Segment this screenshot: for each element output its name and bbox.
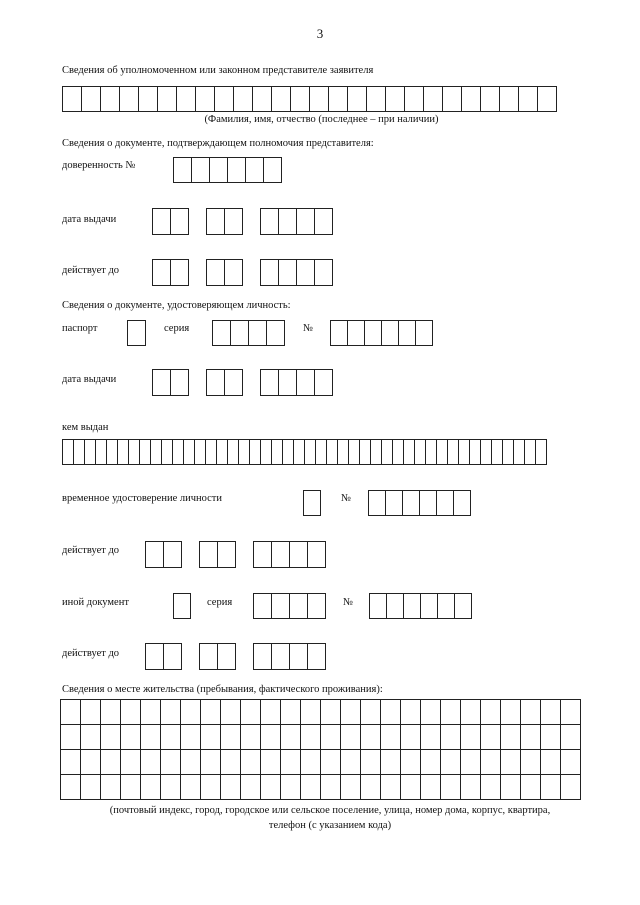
char-cell[interactable] — [481, 700, 501, 725]
char-cell[interactable] — [499, 86, 519, 112]
char-cell[interactable] — [461, 775, 481, 800]
char-cell[interactable] — [290, 86, 310, 112]
char-cell[interactable] — [401, 775, 421, 800]
other-doc-valid-year-cells[interactable] — [253, 643, 326, 670]
char-cell[interactable] — [261, 775, 281, 800]
char-cell[interactable] — [271, 541, 290, 568]
char-cell[interactable] — [170, 208, 189, 235]
char-cell[interactable] — [501, 775, 521, 800]
char-cell[interactable] — [385, 490, 403, 516]
temp-id-checkbox[interactable] — [303, 490, 321, 516]
char-cell[interactable] — [537, 86, 557, 112]
char-cell[interactable] — [296, 208, 315, 235]
char-cell[interactable] — [278, 369, 297, 396]
char-cell[interactable] — [176, 86, 196, 112]
char-cell[interactable] — [442, 86, 462, 112]
char-cell[interactable] — [480, 86, 500, 112]
char-cell[interactable] — [271, 593, 290, 619]
char-cell[interactable] — [535, 439, 547, 465]
char-cell[interactable] — [561, 725, 581, 750]
char-cell[interactable] — [441, 775, 461, 800]
char-cell[interactable] — [364, 320, 382, 346]
char-cell[interactable] — [119, 86, 139, 112]
power-of-attorney-label: доверенность № — [62, 160, 136, 171]
char-cell[interactable] — [224, 208, 243, 235]
char-cell[interactable] — [141, 700, 161, 725]
char-cell[interactable] — [361, 750, 381, 775]
char-cell[interactable] — [121, 750, 141, 775]
char-cell[interactable] — [191, 157, 210, 183]
char-cell[interactable] — [278, 208, 297, 235]
char-cell[interactable] — [100, 86, 120, 112]
passport-issue-day-cells[interactable] — [152, 369, 189, 396]
char-cell[interactable] — [419, 490, 437, 516]
char-cell[interactable] — [453, 490, 471, 516]
char-cell[interactable] — [161, 725, 181, 750]
char-cell[interactable] — [296, 369, 315, 396]
char-cell[interactable] — [81, 725, 101, 750]
char-cell[interactable] — [381, 320, 399, 346]
char-cell[interactable] — [281, 750, 301, 775]
char-cell[interactable] — [369, 593, 387, 619]
char-cell[interactable] — [260, 369, 279, 396]
passport-label: паспорт — [62, 323, 98, 334]
char-cell[interactable] — [309, 86, 329, 112]
char-cell[interactable] — [81, 775, 101, 800]
char-cell[interactable] — [62, 86, 82, 112]
char-cell[interactable] — [61, 725, 81, 750]
char-cell[interactable] — [61, 750, 81, 775]
issue-date-day-cells[interactable] — [152, 208, 189, 235]
char-cell[interactable] — [381, 775, 401, 800]
char-cell[interactable] — [101, 775, 121, 800]
char-cell[interactable] — [301, 775, 321, 800]
char-cell[interactable] — [421, 725, 441, 750]
char-cell[interactable] — [401, 725, 421, 750]
char-cell[interactable] — [157, 86, 177, 112]
char-cell[interactable] — [252, 86, 272, 112]
char-cell[interactable] — [454, 593, 472, 619]
char-cell[interactable] — [386, 593, 404, 619]
char-cell[interactable] — [381, 750, 401, 775]
identity-doc-section-title: Сведения о документе, удостоверяющем личность: — [62, 300, 291, 311]
char-cell[interactable] — [81, 86, 101, 112]
passport-series-cells[interactable] — [212, 320, 285, 346]
char-cell[interactable] — [461, 700, 481, 725]
char-cell[interactable] — [501, 725, 521, 750]
char-cell[interactable] — [245, 157, 264, 183]
char-cell[interactable] — [404, 86, 424, 112]
char-cell[interactable] — [181, 725, 201, 750]
char-cell[interactable] — [263, 157, 282, 183]
residence-caption-line-2: телефон (с указанием кода) — [268, 819, 392, 831]
char-cell[interactable] — [201, 750, 221, 775]
char-cell[interactable] — [321, 725, 341, 750]
char-cell[interactable] — [461, 86, 481, 112]
valid-until-label: действует до — [62, 265, 120, 276]
char-cell[interactable] — [241, 775, 261, 800]
char-cell[interactable] — [461, 725, 481, 750]
char-cell[interactable] — [347, 86, 367, 112]
char-cell[interactable] — [161, 700, 181, 725]
char-cell[interactable] — [436, 490, 454, 516]
char-cell[interactable] — [161, 775, 181, 800]
char-cell[interactable] — [541, 750, 561, 775]
char-cell[interactable] — [201, 725, 221, 750]
representative-name-cells[interactable] — [62, 86, 557, 112]
issued-by-cells[interactable] — [62, 439, 547, 465]
char-cell[interactable] — [61, 775, 81, 800]
temp-id-valid-until-label: действует до — [62, 545, 120, 556]
char-cell[interactable] — [145, 541, 164, 568]
char-cell[interactable] — [170, 369, 189, 396]
passport-issue-year-cells[interactable] — [260, 369, 333, 396]
other-doc-number-sign: № — [343, 597, 354, 608]
char-cell[interactable] — [101, 725, 121, 750]
char-cell[interactable] — [307, 643, 326, 670]
char-cell[interactable] — [289, 593, 308, 619]
char-cell[interactable] — [163, 541, 182, 568]
char-cell[interactable] — [141, 725, 161, 750]
char-cell[interactable] — [152, 259, 171, 286]
char-cell[interactable] — [314, 208, 333, 235]
other-doc-series-cells[interactable] — [253, 593, 326, 619]
char-cell[interactable] — [209, 157, 228, 183]
residence-caption — [60, 804, 600, 833]
char-cell[interactable] — [314, 369, 333, 396]
char-cell[interactable] — [381, 700, 401, 725]
char-cell[interactable] — [402, 490, 420, 516]
char-cell[interactable] — [173, 157, 192, 183]
char-cell[interactable] — [61, 700, 81, 725]
char-cell[interactable] — [328, 86, 348, 112]
char-cell[interactable] — [301, 700, 321, 725]
char-cell[interactable] — [195, 86, 215, 112]
issue-date-year-cells[interactable] — [260, 208, 333, 235]
char-cell[interactable] — [561, 775, 581, 800]
char-cell[interactable] — [261, 700, 281, 725]
char-cell[interactable] — [233, 86, 253, 112]
valid-until-month-cells[interactable] — [206, 259, 243, 286]
passport-number-sign: № — [303, 323, 314, 334]
char-cell[interactable] — [217, 643, 236, 670]
char-cell[interactable] — [403, 593, 421, 619]
char-cell[interactable] — [385, 86, 405, 112]
char-cell[interactable] — [341, 725, 361, 750]
char-cell[interactable] — [121, 725, 141, 750]
char-cell[interactable] — [501, 700, 521, 725]
char-cell[interactable] — [347, 320, 365, 346]
char-cell[interactable] — [521, 725, 541, 750]
char-cell[interactable] — [541, 775, 561, 800]
char-cell[interactable] — [421, 700, 441, 725]
char-cell[interactable] — [341, 750, 361, 775]
valid-until-year-cells[interactable] — [260, 259, 333, 286]
valid-until-day-cells[interactable] — [152, 259, 189, 286]
char-cell[interactable] — [266, 320, 285, 346]
char-cell[interactable] — [420, 593, 438, 619]
char-cell[interactable] — [271, 643, 290, 670]
char-cell[interactable] — [261, 750, 281, 775]
char-cell[interactable] — [152, 369, 171, 396]
char-cell[interactable] — [253, 593, 272, 619]
char-cell[interactable] — [521, 775, 541, 800]
other-doc-checkbox[interactable] — [173, 593, 191, 619]
char-cell[interactable] — [541, 700, 561, 725]
char-cell[interactable] — [206, 259, 225, 286]
char-cell[interactable] — [141, 750, 161, 775]
char-cell[interactable] — [398, 320, 416, 346]
char-cell[interactable] — [415, 320, 433, 346]
char-cell[interactable] — [281, 700, 301, 725]
checkbox-cell[interactable] — [173, 593, 191, 619]
temp-id-valid-month-cells[interactable] — [199, 541, 236, 568]
temp-id-label: временное удостоверение личности — [62, 493, 223, 504]
char-cell[interactable] — [281, 775, 301, 800]
other-doc-valid-day-cells[interactable] — [145, 643, 182, 670]
passport-series-label: серия — [164, 323, 190, 334]
char-cell[interactable] — [481, 750, 501, 775]
char-cell[interactable] — [81, 750, 101, 775]
char-cell[interactable] — [101, 700, 121, 725]
char-cell[interactable] — [289, 541, 308, 568]
char-cell[interactable] — [278, 259, 297, 286]
temp-id-number-cells[interactable] — [368, 490, 471, 516]
issue-date-label: дата выдачи — [62, 214, 117, 225]
char-cell[interactable] — [181, 700, 201, 725]
temp-id-valid-year-cells[interactable] — [253, 541, 326, 568]
char-cell[interactable] — [368, 490, 386, 516]
passport-number-cells[interactable] — [330, 320, 433, 346]
char-cell[interactable] — [441, 725, 461, 750]
char-cell[interactable] — [181, 750, 201, 775]
checkbox-cell[interactable] — [127, 320, 146, 346]
char-cell[interactable] — [518, 86, 538, 112]
char-cell[interactable] — [161, 750, 181, 775]
char-cell[interactable] — [441, 700, 461, 725]
char-cell[interactable] — [121, 775, 141, 800]
char-cell[interactable] — [241, 700, 261, 725]
char-cell[interactable] — [212, 320, 231, 346]
other-doc-valid-month-cells[interactable] — [199, 643, 236, 670]
char-cell[interactable] — [199, 643, 218, 670]
issue-date-month-cells[interactable] — [206, 208, 243, 235]
char-cell[interactable] — [321, 750, 341, 775]
char-cell[interactable] — [206, 369, 225, 396]
char-cell[interactable] — [501, 750, 521, 775]
char-cell[interactable] — [230, 320, 249, 346]
char-cell[interactable] — [307, 541, 326, 568]
char-cell[interactable] — [314, 259, 333, 286]
char-cell[interactable] — [253, 541, 272, 568]
char-cell[interactable] — [301, 750, 321, 775]
char-cell[interactable] — [421, 775, 441, 800]
authority-doc-section-title: Сведения о документе, подтверждающем полномочия представителя: — [62, 138, 374, 149]
char-cell[interactable] — [423, 86, 443, 112]
char-cell[interactable] — [461, 750, 481, 775]
passport-issue-date-label: дата выдачи — [62, 374, 117, 385]
char-cell[interactable] — [199, 541, 218, 568]
char-cell[interactable] — [221, 775, 241, 800]
char-cell[interactable] — [241, 725, 261, 750]
char-cell[interactable] — [296, 259, 315, 286]
char-cell[interactable] — [281, 725, 301, 750]
char-cell[interactable] — [253, 643, 272, 670]
char-cell[interactable] — [361, 775, 381, 800]
char-cell[interactable] — [206, 208, 225, 235]
representative-name-caption: (Фамилия, имя, отчество (последнее – при наличии) — [204, 114, 439, 125]
char-cell[interactable] — [248, 320, 267, 346]
char-cell[interactable] — [138, 86, 158, 112]
char-cell[interactable] — [341, 700, 361, 725]
char-cell[interactable] — [521, 750, 541, 775]
char-cell[interactable] — [321, 775, 341, 800]
char-cell[interactable] — [101, 750, 121, 775]
char-cell[interactable] — [224, 369, 243, 396]
char-cell[interactable] — [361, 725, 381, 750]
char-cell[interactable] — [561, 700, 581, 725]
char-cell[interactable] — [341, 775, 361, 800]
char-cell[interactable] — [289, 643, 308, 670]
temp-id-valid-day-cells[interactable] — [145, 541, 182, 568]
char-cell[interactable] — [163, 643, 182, 670]
char-cell[interactable] — [541, 725, 561, 750]
char-cell[interactable] — [561, 750, 581, 775]
checkbox-cell[interactable] — [303, 490, 321, 516]
char-cell[interactable] — [366, 86, 386, 112]
representative-section-title: Сведения об уполномоченном или законном представителе заявителя — [62, 65, 374, 76]
char-cell[interactable] — [401, 750, 421, 775]
char-cell[interactable] — [221, 750, 241, 775]
char-cell[interactable] — [152, 208, 171, 235]
char-cell[interactable] — [201, 775, 221, 800]
char-cell[interactable] — [330, 320, 348, 346]
power-of-attorney-number-cells[interactable] — [173, 157, 282, 183]
char-cell[interactable] — [227, 157, 246, 183]
char-cell[interactable] — [260, 259, 279, 286]
residence-address-grid[interactable] — [60, 699, 581, 800]
char-cell[interactable] — [301, 725, 321, 750]
temp-id-number-sign: № — [341, 493, 352, 504]
char-cell[interactable] — [481, 775, 501, 800]
char-cell[interactable] — [421, 750, 441, 775]
char-cell[interactable] — [145, 643, 164, 670]
char-cell[interactable] — [381, 725, 401, 750]
char-cell[interactable] — [217, 541, 236, 568]
char-cell[interactable] — [121, 700, 141, 725]
passport-issue-month-cells[interactable] — [206, 369, 243, 396]
passport-checkbox[interactable] — [127, 320, 146, 346]
char-cell[interactable] — [401, 700, 421, 725]
issued-by-label: кем выдан — [62, 422, 109, 433]
char-cell[interactable] — [221, 700, 241, 725]
other-doc-series-label: серия — [207, 597, 233, 608]
char-cell[interactable] — [441, 750, 461, 775]
char-cell[interactable] — [241, 750, 261, 775]
other-doc-valid-until-label: действует до — [62, 648, 120, 659]
other-doc-label: иной документ — [62, 597, 129, 608]
char-cell[interactable] — [201, 700, 221, 725]
char-cell[interactable] — [260, 208, 279, 235]
char-cell[interactable] — [221, 725, 241, 750]
page-number: 3 — [316, 26, 324, 41]
char-cell[interactable] — [481, 725, 501, 750]
char-cell[interactable] — [141, 775, 161, 800]
char-cell[interactable] — [214, 86, 234, 112]
residence-caption-line-1: (почтовый индекс, город, городское или сельское поселение, улица, номер дома, корпус, квартира, — [109, 805, 551, 816]
residence-section-title: Сведения о месте жительства (пребывания, фактического проживания): — [62, 684, 383, 695]
char-cell[interactable] — [321, 700, 341, 725]
char-cell[interactable] — [261, 725, 281, 750]
char-cell[interactable] — [224, 259, 243, 286]
char-cell[interactable] — [170, 259, 189, 286]
char-cell[interactable] — [271, 86, 291, 112]
char-cell[interactable] — [437, 593, 455, 619]
char-cell[interactable] — [307, 593, 326, 619]
char-cell[interactable] — [181, 775, 201, 800]
other-doc-number-cells[interactable] — [369, 593, 472, 619]
char-cell[interactable] — [361, 700, 381, 725]
char-cell[interactable] — [521, 700, 541, 725]
char-cell[interactable] — [81, 700, 101, 725]
